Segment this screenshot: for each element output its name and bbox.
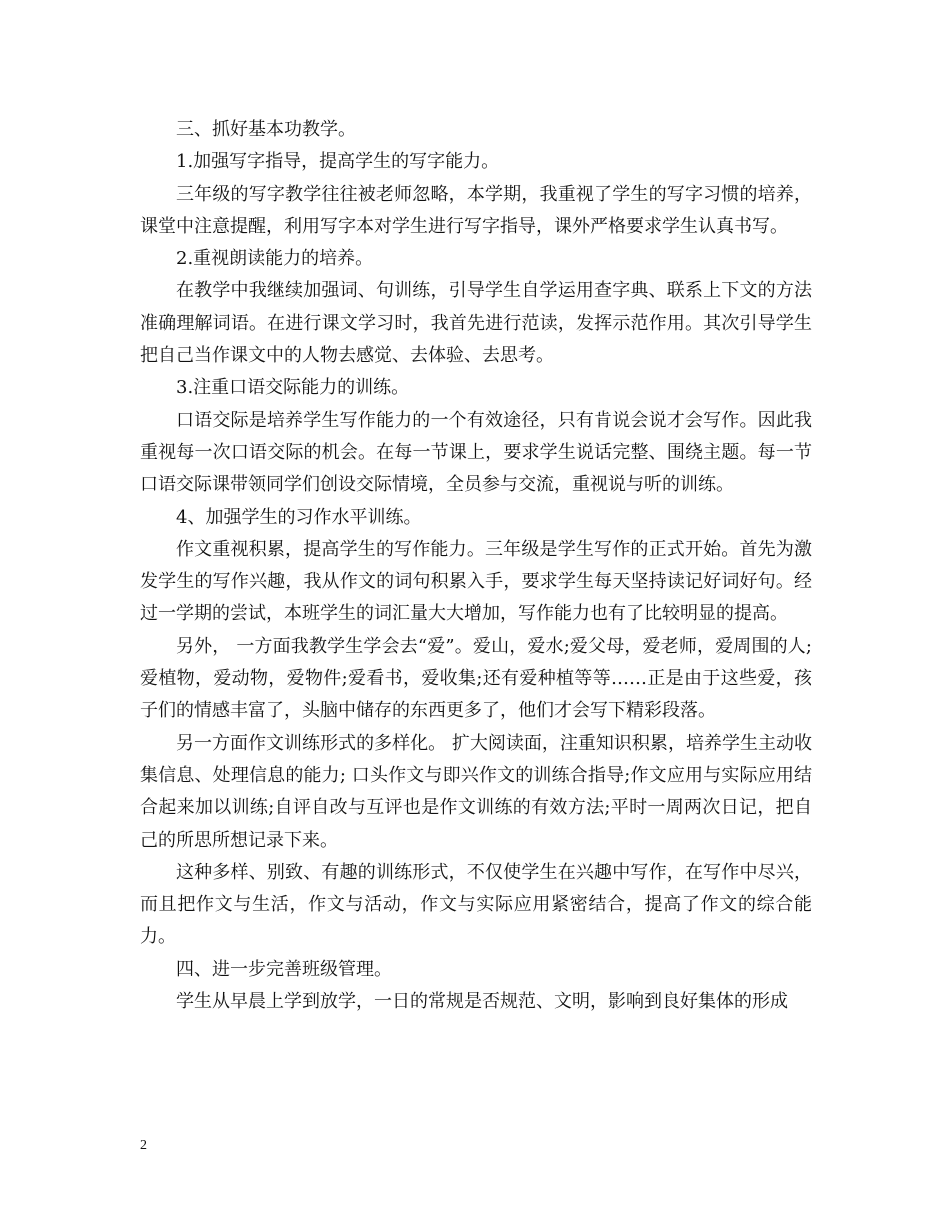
paragraph-reading-aloud: 在教学中我继续加强词、句训练，引导学生自学运用查字典、联系上下文的方法准确理解词语。在进行课文学习时，我首先进行范读，发挥示范作用。其次引导学生把自己当作课文中的人物去感觉、去体验、去思考。 <box>140 280 812 367</box>
page-number: 2 <box>140 1138 147 1153</box>
paragraph-teaching-love: 另外， 一方面我教学生学会去“爱”。爱山，爱水;爱父母，爱老师，爱周围的人;爱植物，爱动物，爱物件;爱看书，爱收集;还有爱种植等等……正是由于这些爱，孩子们的情感丰富了，头脑中储存的东西更多了，他们才会写下精彩段落。 <box>140 635 812 722</box>
paragraph-writing-guidance: 三年级的写字教学往往被老师忽略，本学期，我重视了学生的写字习惯的培养，课堂中注意提醒，利用写字本对学生进行写字指导，课外严格要求学生认真书写。 <box>140 183 812 237</box>
paragraph-class-management: 学生从早晨上学到放学，一日的常规是否规范、文明，影响到良好集体的形成 <box>176 991 788 1013</box>
heading-section-4: 四、进一步完善班级管理。 <box>176 958 392 980</box>
document-body <box>140 114 812 1018</box>
subheading-reading-aloud: 2.重视朗读能力的培养。 <box>176 248 374 270</box>
paragraph-composition-accumulation: 作文重视积累，提高学生的写作能力。三年级是学生写作的正式开始。首先为激发学生的写作兴趣，我从作文的词句积累入手，要求学生每天坚持读记好词好句。经过一学期的尝试，本班学生的词汇量大大增加，写作能力也有了比较明显的提高。 <box>140 538 812 625</box>
paragraph-training-benefits: 这种多样、别致、有趣的训练形式，不仅使学生在兴趣中写作，在写作中尽兴，而且把作文与生活，作文与活动，作文与实际应用紧密结合，提高了作文的综合能力。 <box>140 861 812 948</box>
paragraph-oral-communication: 口语交际是培养学生写作能力的一个有效途径，只有肯说会说才会写作。因此我重视每一次口语交际的机会。在每一节课上，要求学生说话完整、围绕主题。每一节口语交际课带领同学们创设交际情境，全员参与交流，重视说与听的训练。 <box>140 409 812 496</box>
subheading-oral-communication: 3.注重口语交际能力的训练。 <box>176 377 410 399</box>
heading-section-3: 三、抓好基本功教学。 <box>176 119 356 140</box>
subheading-composition-training: 4、加强学生的习作水平训练。 <box>176 506 422 528</box>
paragraph-diverse-training: 另一方面作文训练形式的多样化。 扩大阅读面，注重知识积累，培养学生主动收集信息、处理信息的能力; 口头作文与即兴作文的训练合指导;作文应用与实际应用结合起来加以训练;自评自改与互评也是作文训练的有效方法;平时一周两次日记，把自己的所思所想记录下来。 <box>140 732 812 851</box>
subheading-writing-guidance: 1.加强写字指导，提高学生的写字能力。 <box>176 151 500 173</box>
